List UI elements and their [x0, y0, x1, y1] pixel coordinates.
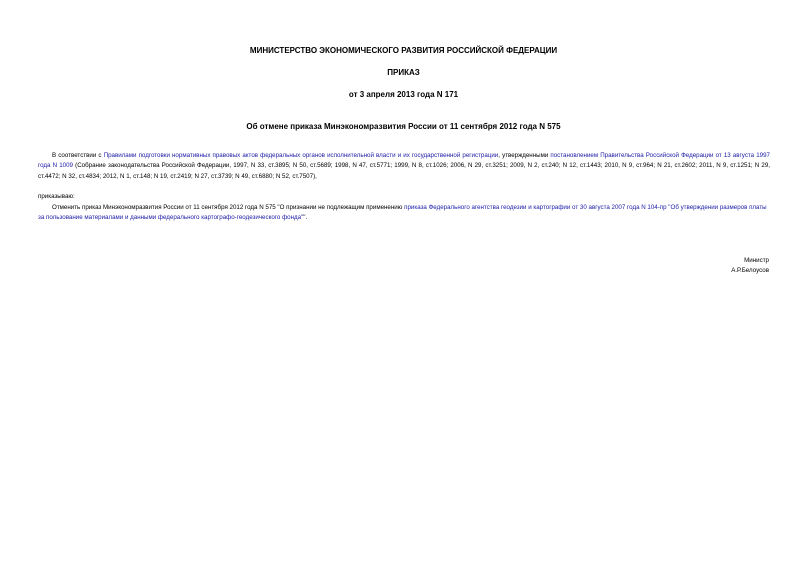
document-type-heading: ПРИКАЗ [387, 68, 420, 77]
preamble-paragraph [38, 151, 770, 182]
preamble-tail: (Собрание законодательства Российской Федерации, 1997, N 33, ст.3895; N 50, ст.5689; 1998, N 47, ст.5771; 1999, N 8, ст.1026; 2006, N 29, ст.3251; 2009, N 2, ст.240; N 12, ст.1443; 2010, N 9, ст.964; N 21, ст.2602; 2011, N 9, ст.1251; N 29, ст.4472; N 32, ст.4834; 2012, N 1, ст.148; N 19, ст.2419; N 27, ст.3739; N 49, ст.6880; N 52, ст.7507), [38, 162, 771, 180]
preamble-mid: , утвержденными [498, 152, 551, 159]
order-paragraph [38, 203, 770, 224]
government-decree-link[interactable]: постановлением Правительства Российской Федерации от 13 августа 1997 года N 1009 [38, 152, 770, 170]
order-lead: Отменить приказ Минэкономразвития России от 11 сентября 2012 года N 575 "О признании не подлежащим применению [52, 204, 405, 211]
order-verb: приказываю: [38, 193, 75, 200]
preamble-lead: В соответствии с [52, 152, 104, 159]
ministry-heading: МИНИСТЕРСТВО ЭКОНОМИЧЕСКОГО РАЗВИТИЯ РОССИЙСКОЙ ФЕДЕРАЦИИ [249, 46, 558, 55]
signature-name: А.Р.Белоусов [731, 267, 769, 274]
document-title: Об отмене приказа Минэкономразвития России от 11 сентября 2012 года N 575 [246, 122, 561, 131]
agency-order-link[interactable]: приказа Федерального агентства геодезии и картографии от 30 августа 2007 года N 104-пр "Об утверждении размеров платы за пользование материалами и данными федерального картографо-геодезического фонда" [38, 204, 767, 222]
signature-position: Министр [744, 257, 769, 264]
date-number-heading: от 3 апреля 2013 года N 171 [348, 90, 459, 99]
order-tail: ". [303, 214, 308, 222]
rules-link[interactable]: Правилами подготовки нормативных правовых актов федеральных органов исполнительной власти и их государственной регистрации [103, 152, 499, 159]
